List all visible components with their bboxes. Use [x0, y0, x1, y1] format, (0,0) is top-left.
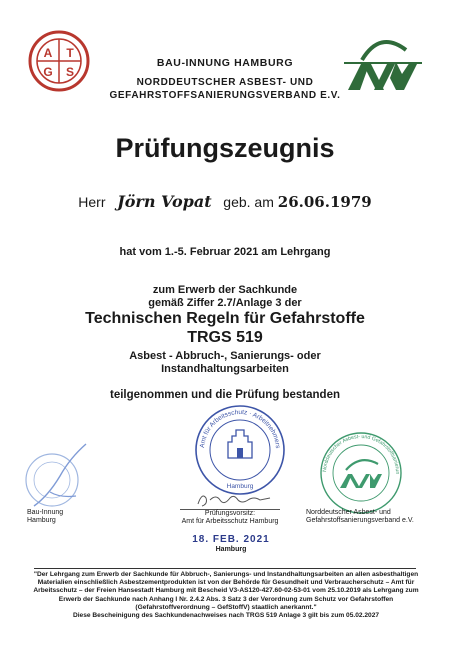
- svg-text:G: G: [43, 65, 53, 79]
- signatory-exam-chair-line-1: Prüfungsvorsitz:: [204, 510, 256, 517]
- signatory-nav-line-1: Norddeutscher Asbest- und: [306, 509, 391, 516]
- handwritten-signature: [194, 488, 274, 510]
- issue-place: Hamburg: [215, 546, 247, 553]
- birth-date: 26.06.1979: [277, 193, 372, 211]
- certificate-title: Prüfungszeugnis: [115, 133, 335, 163]
- nav-seal-stamp: [318, 430, 404, 516]
- exam-result: teilgenommen und die Prüfung bestanden: [109, 389, 340, 401]
- signatory-bau-innung-line-2: Hamburg: [27, 517, 56, 524]
- seal-mid-bottom: Hamburg: [226, 483, 254, 490]
- svg-text:Norddeutscher Asbest- und Gefa: [318, 430, 400, 474]
- subject-scope: [0, 350, 450, 376]
- footer-line-2: Materialien einschließlich Asbestzementprodukten ist von der Behörde für Gesundheit und Verbraucherschutz – Amt für: [37, 579, 415, 587]
- svg-text:T: T: [66, 46, 74, 60]
- recipient-line: [0, 192, 450, 211]
- subject-line-1: zum Erwerb der Sachkunde: [152, 284, 298, 296]
- issue-date-stamp: 18. FEB. 2021: [192, 534, 270, 545]
- subject-line-2: gemäß Ziffer 2.7/Anlage 3 der: [148, 297, 302, 309]
- seal-mid-text: Amt für Arbeitsschutz · Arbeitnehmers: [199, 408, 281, 449]
- svg-text:S: S: [65, 65, 75, 79]
- official-seal-stamp: [190, 400, 290, 500]
- course-dates: hat vom 1.-5. Februar 2021 am Lehrgang: [119, 246, 331, 258]
- org-name-nav-line-1: NORDDEUTSCHER ASBEST- UND: [136, 77, 314, 88]
- signatory-exam-chair-line-2: Amt für Arbeitsschutz Hamburg: [181, 518, 279, 525]
- footer-line-4: Erwerb der Sachkunde nach Anhang I Nr. 2.4.2 Abs. 3 Satz 3 der Verordnung zum Schutz vor Gefahrstoffen: [58, 595, 394, 603]
- subject-scope-line-2: Instandhaltungsarbeiten: [161, 363, 289, 375]
- seal-right-text: Norddeutscher Asbest- und Gefahrstoffsanierun: [321, 433, 401, 475]
- salutation: Herr: [78, 194, 106, 210]
- svg-text:A: A: [43, 46, 53, 60]
- footer-line-3: Arbeitsschutz – der Freien Hansestadt Hamburg mit Bescheid V3-AS120-427.60-02-53-01 vom 25.10.2019 als Lehrgang zum: [33, 587, 419, 595]
- signatory-nav: [306, 509, 414, 525]
- born-label: geb. am: [223, 194, 274, 210]
- footer-validity: Diese Bescheinigung des Sachkundenachweises nach TRGS 519 Anlage 3 gilt bis zum 05.02.2027: [72, 612, 380, 620]
- signatory-bau-innung: [27, 509, 63, 525]
- org-name-nav: [0, 76, 450, 102]
- subject-regulation: Technischen Regeln für Gefahrstoffe: [85, 310, 365, 327]
- subject-scope-line-1: Asbest - Abbruch-, Sanierungs- oder: [129, 350, 321, 362]
- footer-line-5: (Gefahrstoffverordnung – GefStoffV) staatlich anerkannt.": [135, 603, 317, 611]
- org-name-bau-innung: BAU-INNUNG HAMBURG: [156, 57, 294, 69]
- footer-legal-note: [30, 571, 422, 620]
- recipient-name: Jörn Vopat: [117, 192, 212, 211]
- footer-divider: [34, 568, 416, 569]
- org-name-nav-line-2: GEFAHRSTOFFSANIERUNGSVERBAND E.V.: [109, 90, 341, 101]
- subject-trgs: TRGS 519: [187, 329, 263, 346]
- signatory-nav-line-2: Gefahrstoffsanierungsverband e.V.: [306, 517, 414, 524]
- footer-line-1: "Der Lehrgang zum Erwerb der Sachkunde für Abbruch-, Sanierungs- und Instandhaltungsarbeiten an allen asbesthaltigen: [33, 571, 419, 578]
- signatory-bau-innung-line-1: Bau-Innung: [27, 509, 64, 516]
- signatory-exam-chair: [175, 510, 285, 526]
